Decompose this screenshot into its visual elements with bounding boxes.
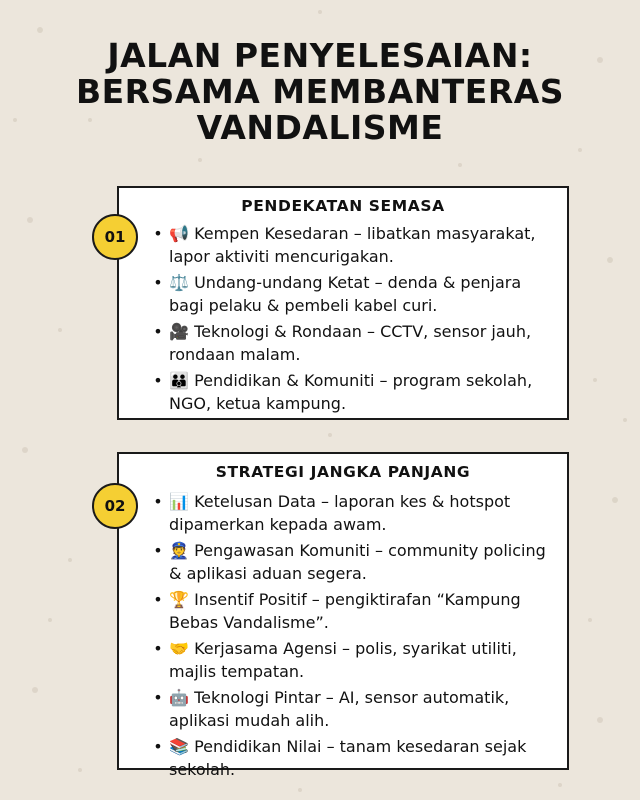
item-text: Pengawasan Komuniti – community policing & aplikasi aduan segera. (169, 541, 546, 583)
section-number-badge: 01 (92, 214, 138, 260)
scales-icon: ⚖️ (169, 273, 189, 292)
handshake-icon: 🤝 (169, 639, 189, 658)
section-number-badge: 02 (92, 483, 138, 529)
list-item (147, 369, 557, 415)
section-card-current-approach (117, 186, 569, 420)
list-item (147, 271, 557, 317)
page-title (0, 38, 640, 146)
video-camera-icon: 🎥 (169, 322, 189, 341)
item-text: Pendidikan Nilai – tanam kesedaran sejak sekolah. (169, 737, 527, 779)
item-text: Ketelusan Data – laporan kes & hotspot dipamerkan kepada awam. (169, 492, 511, 534)
title-line-1: JALAN PENYELESAIAN: (107, 36, 533, 75)
item-text: Teknologi Pintar – AI, sensor automatik, aplikasi mudah alih. (169, 688, 510, 730)
bar-chart-icon: 📊 (169, 492, 189, 511)
family-icon: 👪 (169, 371, 189, 390)
trophy-icon: 🏆 (169, 590, 189, 609)
item-text: Teknologi & Rondaan – CCTV, sensor jauh, rondaan malam. (169, 322, 532, 364)
item-text: Kerjasama Agensi – polis, syarikat utiliti, majlis tempatan. (169, 639, 517, 681)
title-line-3: VANDALISME (196, 108, 444, 147)
robot-icon: 🤖 (169, 688, 189, 707)
item-text: Undang-undang Ketat – denda & penjara bagi pelaku & pembeli kabel curi. (169, 273, 522, 315)
section-heading: STRATEGI JANGKA PANJANG (215, 463, 471, 481)
section-heading: PENDEKATAN SEMASA (241, 197, 445, 215)
item-list (147, 222, 557, 418)
megaphone-icon: 📢 (169, 224, 189, 243)
item-list (147, 490, 557, 784)
list-item (147, 222, 557, 268)
list-item (147, 539, 557, 585)
item-text: Pendidikan & Komuniti – program sekolah, NGO, ketua kampung. (169, 371, 533, 413)
section-card-long-term-strategy (117, 452, 569, 779)
item-text: Insentif Positif – pengiktirafan “Kampung Bebas Vandalisme”. (169, 590, 521, 632)
title-line-2: BERSAMA MEMBANTERAS (75, 72, 565, 111)
item-text: Kempen Kesedaran – libatkan masyarakat, lapor aktiviti mencurigakan. (169, 224, 536, 266)
police-officer-icon: 👮 (169, 541, 189, 560)
list-item (147, 686, 557, 732)
books-icon: 📚 (169, 737, 189, 756)
list-item (147, 735, 557, 781)
list-item (147, 490, 557, 536)
list-item (147, 637, 557, 683)
list-item (147, 320, 557, 366)
list-item (147, 588, 557, 634)
